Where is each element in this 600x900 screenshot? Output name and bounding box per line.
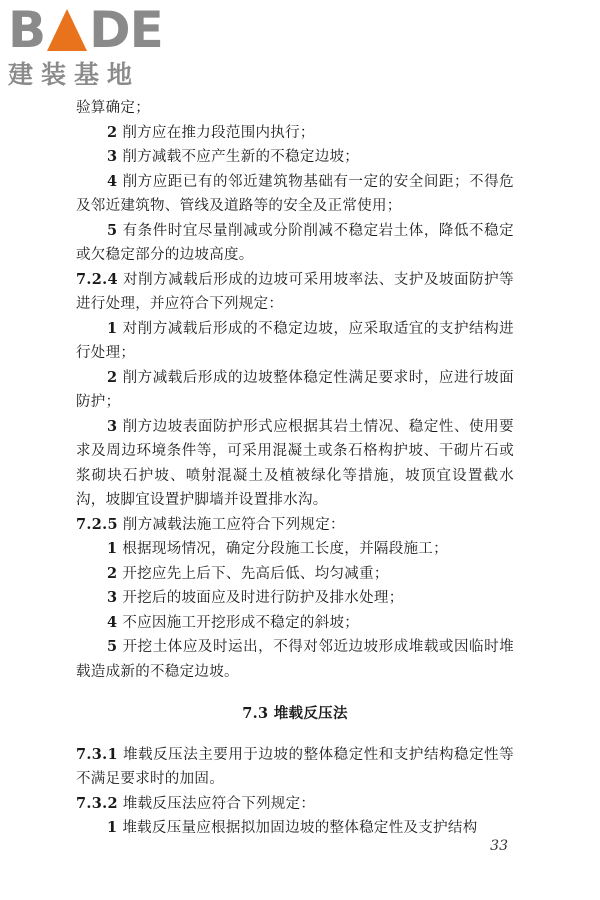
list-item: 5 有条件时宜尽量削减或分阶削减不稳定岩土体，降低不稳定或欠稳定部分的边坡高度。 (76, 221, 514, 263)
bade-logo (8, 1, 178, 92)
list-item: 3 削方边坡表面防护形式应根据其岩土情况、稳定性、使用要求及周边环境条件等，可采用混凝土或条石格构护坡、干砌片石或浆砌块石护坡、喷射混凝土及植被绿化等措施，坡顶宜设置截水沟，坡脚宜设置护脚墙并设置排水沟。 (76, 417, 514, 508)
list-item: 3 削方减载不应产生新的不稳定边坡； (107, 148, 360, 165)
clause: 7.2.4 对削方减载后形成的边坡可采用坡率法、支护及坡面防护等进行处理，并应符合下列规定： (76, 270, 514, 312)
logo-wordmark: B DE (8, 1, 163, 59)
clause: 7.3.2 堆载反压法应符合下列规定： (76, 794, 316, 812)
list-item: 2 削方应在推力段范围内执行； (107, 123, 315, 141)
clause: 7.2.5 削方减载法施工应符合下列规定： (76, 515, 345, 533)
list-item: 5 开挖土体应及时运出，不得对邻近边坡形成堆载或因临时堆载造成新的不稳定边坡。 (76, 638, 514, 680)
list-item: 4 不应因施工开挖形成不稳定的斜坡； (107, 613, 360, 631)
list-item: 1 堆载反压量应根据拟加固边坡的整体稳定性及支护结构 (107, 819, 478, 836)
list-item: 3 开挖后的坡面应及时进行防护及排水处理； (107, 589, 404, 606)
list-item: 4 削方应距已有的邻近建筑物基础有一定的安全间距；不得危及邻近建筑物、管线及道路等的安全及正常使用； (76, 172, 514, 214)
list-item: 1 根据现场情况，确定分段施工长度，并隔段施工； (107, 540, 448, 557)
section-heading: 7.3 堆载反压法 (242, 705, 348, 722)
list-item: 1 对削方减载后形成的不稳定边坡，应采取适宜的支护结构进行处理； (76, 319, 514, 361)
list-item: 2 削方减载后形成的边坡整体稳定性满足要求时，应进行坡面防护； (76, 368, 514, 410)
logo-chevron-icon (47, 9, 87, 51)
paragraph: 验算确定； (76, 100, 150, 116)
clause: 7.3.1 堆载反压法主要用于边坡的整体稳定性和支护结构稳定性等不满足要求时的加固。 (76, 745, 514, 787)
document-body (76, 96, 514, 841)
page-number: 33 (490, 838, 508, 854)
logo-subtitle: 建装基地 (8, 60, 141, 89)
list-item: 2 开挖应先上后下、先高后低、均匀减重； (107, 564, 389, 582)
